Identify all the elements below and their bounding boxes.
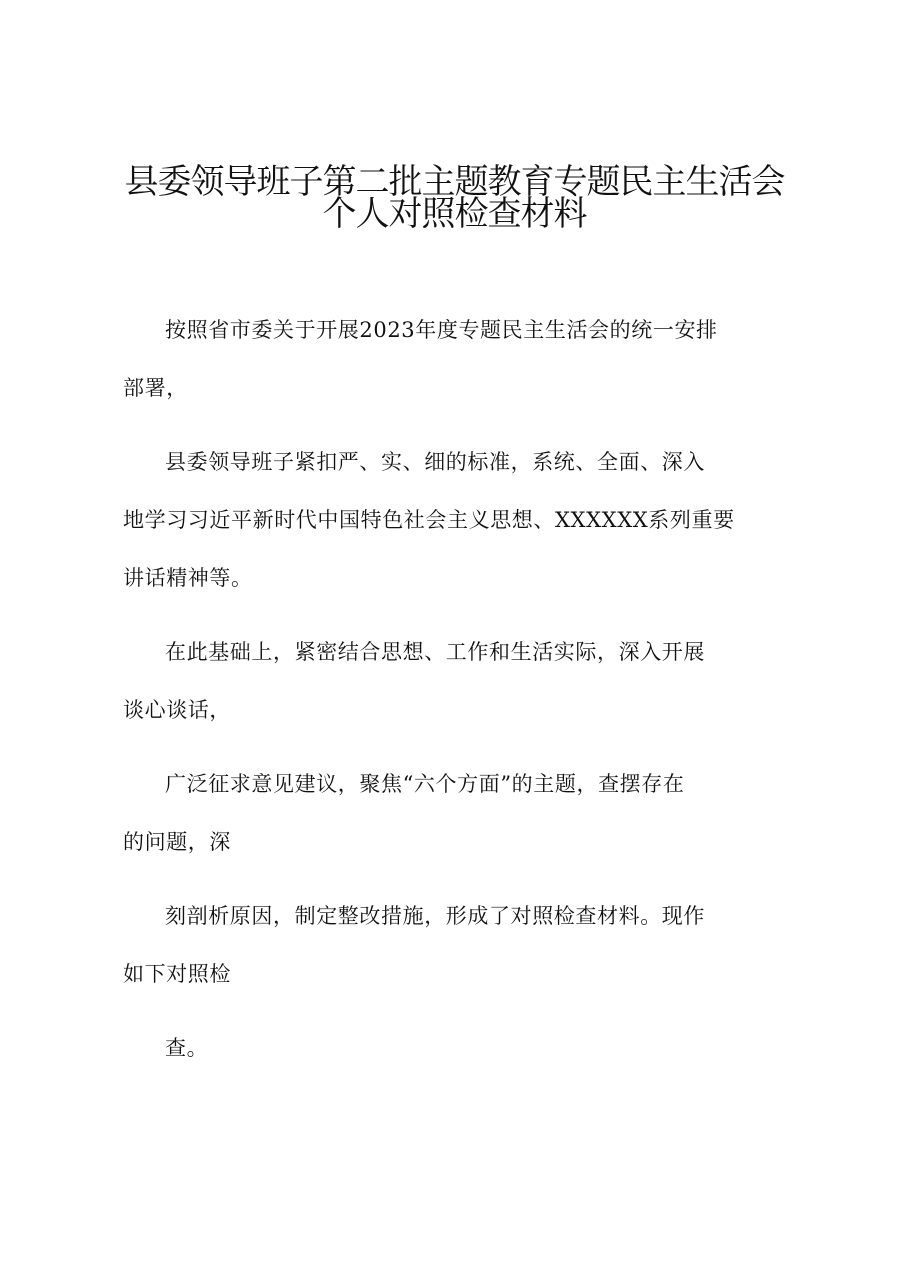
- paragraph-line: 广泛征求意见建议，聚焦“六个方面”的主题，查摆存在: [165, 772, 685, 796]
- document-body: [123, 301, 795, 1077]
- paragraph-line: 查。: [165, 1036, 209, 1060]
- paragraph-line: 按照省市委关于开展2023年度专题民主生活会的统一安排: [165, 318, 718, 342]
- paragraph-line: 的问题，深: [123, 830, 231, 854]
- paragraph-5: [123, 887, 795, 1003]
- paragraph-1: [123, 301, 795, 417]
- paragraph-line: 如下对照检: [123, 962, 231, 986]
- paragraph-2: [123, 433, 795, 607]
- paragraph-line: 县委领导班子紧扣严、实、细的标准，系统、全面、深入: [165, 450, 705, 474]
- document-title-line-1: 县委领导班子第二批主题教育专题民主生活会: [124, 162, 785, 202]
- paragraph-line: 谈心谈话，: [123, 698, 231, 722]
- document-title-line-2: 个人对照检查材料: [322, 194, 587, 234]
- paragraph-3: [123, 623, 795, 739]
- paragraph-line: 讲话精神等。: [123, 566, 253, 590]
- paragraph-line: 在此基础上，紧密结合思想、工作和生活实际，深入开展: [165, 640, 705, 664]
- paragraph-6: [123, 1019, 795, 1077]
- paragraph-line: 地学习习近平新时代中国特色社会主义思想、XXXXXX系列重要: [123, 508, 735, 532]
- paragraph-4: [123, 755, 795, 871]
- paragraph-line: 部署，: [123, 376, 188, 400]
- paragraph-line: 刻剖析原因，制定整改措施，形成了对照检查材料。现作: [165, 904, 705, 928]
